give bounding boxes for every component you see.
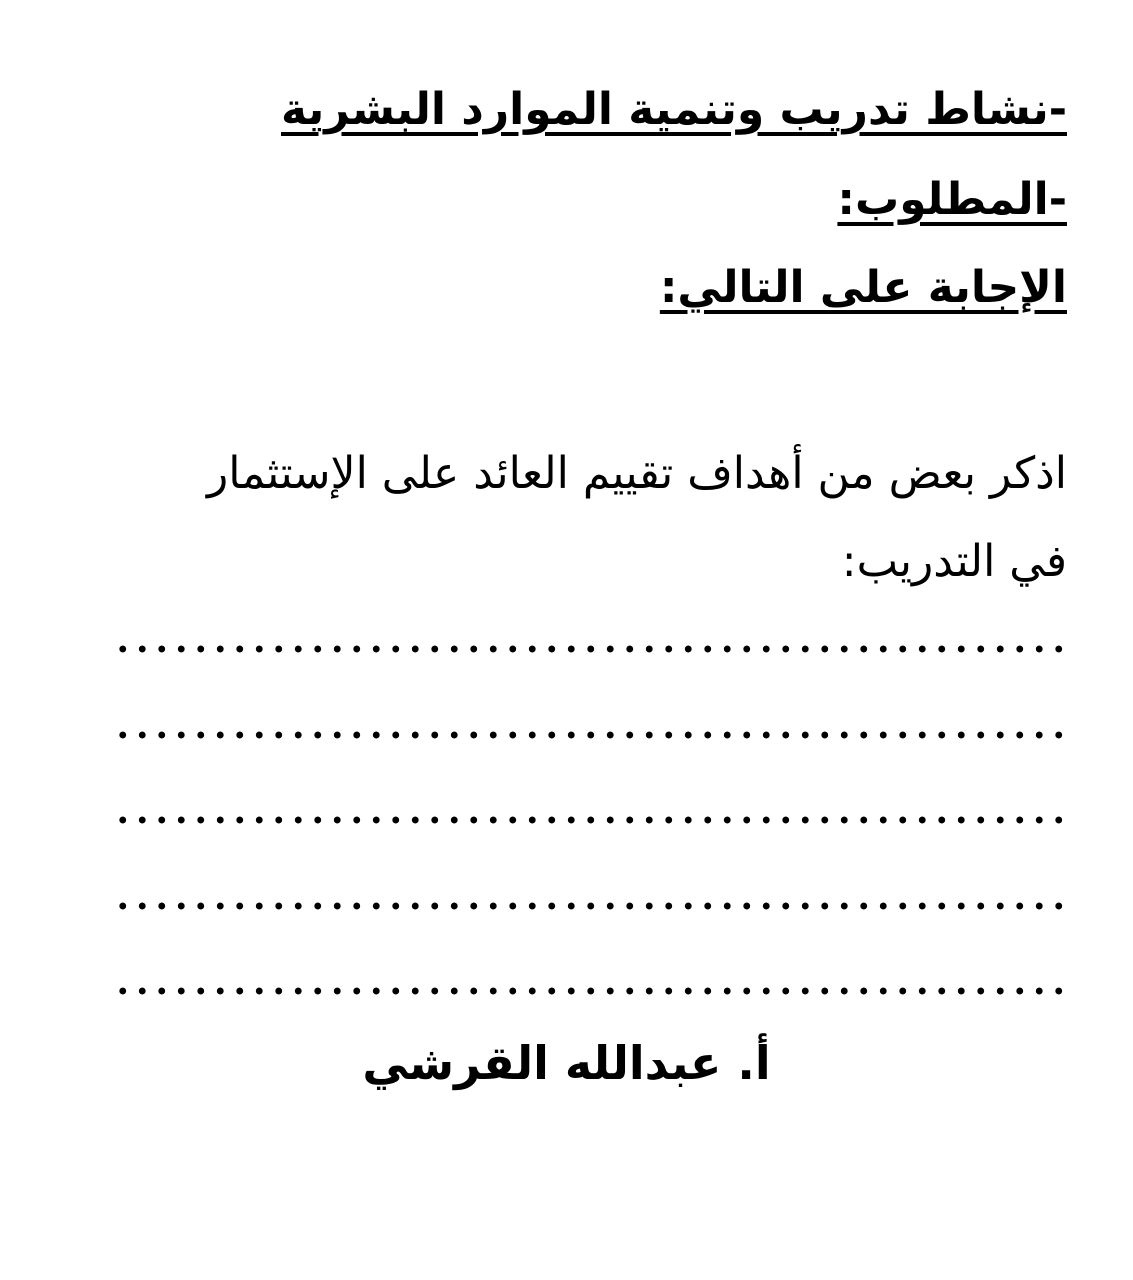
author-signature: أ. عبدالله القرشي bbox=[362, 1036, 771, 1090]
activity-heading: -نشاط تدريب وتنمية الموارد البشرية bbox=[281, 84, 1067, 135]
question-line-1: اذكر بعض من أهداف تقييم العائد على الإستثمار bbox=[206, 448, 1067, 499]
answer-prompt-heading: الإجابة على التالي: bbox=[659, 262, 1067, 313]
required-heading: -المطلوب: bbox=[837, 174, 1067, 225]
question-line-2: في التدريب: bbox=[841, 536, 1067, 587]
answer-dotted-line bbox=[113, 731, 1068, 739]
answer-dotted-line bbox=[113, 645, 1068, 653]
answer-dotted-line bbox=[113, 902, 1068, 910]
question-text bbox=[92, 430, 1067, 606]
answer-dotted-line bbox=[113, 816, 1068, 824]
answer-dotted-line bbox=[113, 987, 1068, 995]
